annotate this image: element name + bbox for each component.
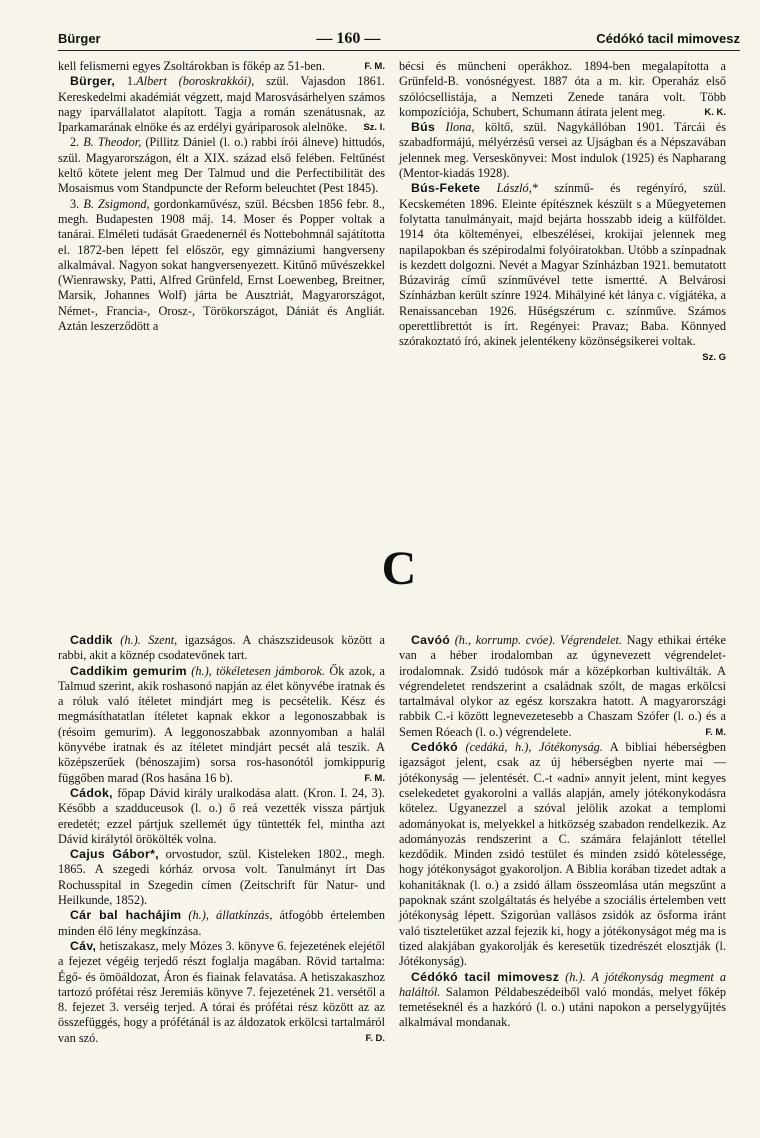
entry-body: gordonkaművész, szül. Bécsben 1856 febr. 8., megh. Budapesten 1908 máj. 14. Moser és Popper voltak a tanárai. Elméleti tudását Graedenernél és Nottebohmnál sajátította el. 1872-ben lépett fel először, egy gimnáziumi hangverseny alkalmával. Nagyon sokat hangversenyezett. Kitűnő művészekkel (Wienrawsky, Patti, Alfred Grünfeld, Ernst Loewenbeg, Breitner, Marsik, Johannes Wolf) járta be Ausztriát, Magyarországot, Német-, Francia-, Orosz-, Törökországot, Dániát és Angliát. Aztán leszerződött a [58, 196, 386, 334]
column-bottom-left [58, 633, 385, 1046]
lower-columns [58, 633, 740, 1046]
dictionary-entry [58, 786, 385, 847]
author-signature: K. K. [704, 106, 726, 118]
dictionary-entry [399, 970, 726, 1031]
entry-number: 1. [115, 74, 137, 89]
entry-body: bécsi és müncheni operákhoz. 1894-ben megalapította a Grünfeld-B. vonósnégyest. 1887 óta a m. kir. Operaház első szólócsellistája, a Nemzeti Zenede tanára volt. Több kompozíciója, Schubert, Schumann átirata jelent meg. [399, 59, 726, 119]
entry-body: színmű- és regényíró, szül. Kecskeméten 1896. Eleinte építésznek készült s a Műegyetemen folytatta tanulmányait, majd bejárta hosszabb ideig a külföldet. 1914 óta költeményei, elbeszélései, krokijai jelennek meg napilapokban és szépirodalmi folyóiratokban. Utóbb a színpadnak is kezdett dolgozni. Nevét a Magyar Színházban 1921. bemutatott Búzavirág című színművével tette ismertté. A Belvárosi Színházban került színre 1924. Mihályiné két lánya c. vígjátéka, a Renaissanceban 1926. Hűségszérum c. színműve. Számos operettlibrettót is írt. Regényei: Pravaz; Baba. Könnyed szórakoztató író, akinek jelentékeny közönségsikerei voltak. [399, 181, 727, 349]
entry-italic-name: László,* [480, 181, 538, 196]
entry-headword: Caddikim gemurim [70, 663, 187, 678]
header-left-word: Bürger [58, 31, 101, 46]
entry-body: átfogóbb értelemben minden élő lény megkínzása. [58, 908, 386, 938]
entry-headword: Bús [411, 120, 436, 135]
entry-headword: Caddik [70, 633, 113, 647]
entry-italic-name: (cedáká, h.), Jótékonyság. [457, 740, 603, 755]
entry-italic-name: (h.), tökéletesen jámborok. [186, 663, 325, 678]
dictionary-entry [58, 74, 385, 135]
entry-body: főpap Dávid király uralkodása alatt. (Kron. I. 24, 3). Később a szadduceusok (l. o.) ő reá vezették vissza pártjuk eredetét; ezzel pártjuk szellemét úgy tüntették fel, mintha azt Dávid királytól örökölték volna. [58, 785, 385, 846]
entry-body: hetiszakasz, mely Mózes 3. könyve 6. fejezetének elejétől a fejezet végéig terjedő részt foglalja magában. Rövid tartalma: Égő- és ömöáldozat, Áron és fiainak felavatása. A hetiszakaszhoz tartozó prófétai rész Jeremiás könyve 7. fejezetének 21. versétől a 8. fejezet 3. verséig terjed. A tórai és prófétai rész között az az összefüggés, hogy a prófétánál is az áldozatok erkölcsi tartalmáról van szó. [58, 938, 385, 1045]
entry-body: Salamon Példabeszédeiből való mondás, melyet főkép temetéseknél és a hazkóró (l. o.) utáni napokon a perselygyűjtés alkalmával mondanak. [399, 984, 726, 1030]
entry-body: költő, szül. Nagykállóban 1901. Tárcái és szabadformájú, mélyérzésű versei az Ujságban és a Népszavában jelennek meg. Verseskönyvei: Most indulok (1925) és Napharang (Mentor-kiadás 1928). [399, 120, 727, 181]
entry-italic-name: (h.), állatkínzás, [181, 908, 273, 923]
continued-text [399, 59, 726, 120]
entry-italic-name: B. Zsigmond, [79, 196, 150, 211]
entry-headword: Bús-Fekete [411, 181, 481, 196]
dictionary-entry [58, 633, 385, 664]
running-head [58, 30, 740, 50]
dictionary-entry [58, 135, 385, 196]
entry-italic-name: Albert (boroskrakkói), [136, 74, 255, 89]
entry-italic-name: (h.). A jótékonyság megment a haláltól. [399, 969, 726, 999]
entry-body: igazságos. A chászszideusok között a rabbi, akit a köznép csodatevőnek tart. [58, 633, 385, 663]
page-number: — 160 — [316, 30, 381, 47]
column-bottom-right [399, 633, 726, 1046]
author-signature: F. M. [364, 772, 385, 784]
entry-italic-name: (h.). Szent, [112, 633, 178, 647]
entry-body: kell felismerni egyes Zsoltárokban is főkép az 51-ben. [58, 59, 326, 73]
column-top-right [399, 59, 726, 499]
author-signature: Sz. G [702, 351, 726, 363]
section-letter: C [381, 542, 417, 595]
continued-text [58, 59, 385, 74]
dictionary-entry [399, 633, 726, 740]
entry-body: A bibliai héberségben igazságot jelent, csak az új héberségben nyerte mai — jótékonyság — jelentését. C.-t «adni» annyit jelent, mint kegyes cselekedetet gyakorolni a vallás alapján, amely jótékonykodásra kötelez. Ugyanezzel a szóval jelölik azokat a templomi adományokat is, melyekkel a hitközség szabadon rendelkezik. Az adományozás rendszerint a C. számára felajánlott tétellel kezdődik. Minden zsidó testület és minden zsidó kötelessége, hogy jótékonyságot gyakoroljon. A Biblia korában tizedet adtak a kohanitáknak (l. o.) a zsidó állam összeomlása után megszűnt a papoknak szánt szolgáltatás és helyébe a szociális értelemben vett jótékonyság lépett. Szigorúan vallásos zsidók az ősforma iránt való tiszteletüket azzal fejezik ki, hogy a jótékonyságot még ma is tized alakjában gyakorolják és keresetük tizedrészét elosztják (l. Jótékonyság). [399, 740, 727, 969]
entry-headword: Cedókó [411, 740, 458, 755]
dictionary-entry [58, 664, 385, 786]
entry-body: Ők azok, a Talmud szerint, akik roshasonó napján az élet könyvébe iratnak és a róluk való ítéletet mindjárt meg is pecsételik. Kész és megmásíthatatlan ítéletet kapnak ekkor a legonoszabbak is (résoim gemurim). A leggonoszabbak azonnyomban a halál könyvébe iratnak és az ítéletet mindjárt pecsét alá teszik. A középszerűek (bénoszajim) sorsa ros-hasonótól jomkippurig függőben marad (Ros hasána 16 b). [58, 663, 385, 785]
entry-number: 3. [70, 196, 80, 211]
entry-body: Nagy ethikai értéke van a héber irodalomban az úgynevezett végrendelet-irodalomnak. Zsidó tudósok már a középkorban kultiválták. A végrendeletet rendszerint a családnak szólt, de magas erkölcsi tartalmával olykor az egész korszakra hatott. A magyarországi rabbik C.-i között legnevezetesebb a Chaszam Szófer (l. o.) és a Semen Róeach (l. o.) végrendelete. [399, 633, 726, 739]
entry-number: 2. [70, 135, 80, 150]
dictionary-entry [58, 847, 385, 908]
dictionary-entry [399, 181, 727, 363]
author-signature: F. D. [365, 1032, 385, 1044]
entry-italic-name: (h., korrump. cvóe). Végrendelet. [450, 633, 623, 647]
author-signature: F. M. [705, 726, 726, 738]
entry-headword: Cavóó [411, 633, 451, 647]
entry-italic-name: Ilona, [435, 120, 475, 135]
entry-body: (Pillitz Dániel (l. o.) rabbi írói álneve) hittudós, szül. Magyarországon, élt a XIX. század első felében. Feltűnést keltő kötete jelent meg Der Talmud und die Perfectibilität des Mosaismus vom Standpuncte der Reform beleuchtet (Pest 1845). [58, 135, 385, 196]
upper-columns [58, 59, 740, 499]
dictionary-entry [58, 908, 385, 939]
header-rule [58, 50, 740, 51]
author-signature: Sz. I. [363, 122, 385, 134]
dictionary-entry [399, 120, 726, 181]
column-top-left [58, 59, 385, 499]
entry-headword: Bürger, [70, 74, 116, 89]
entry-body: szül. Vajasdon 1861. Kereskedelmi akadémiát végzett, majd Marosvásárhelyen számos nagy iparvállalatot alapított. Tagja a román szenátusnak, az Iparkamarának elnöke és az erdélyi gyáriparosok alelnöke. [58, 74, 385, 135]
entry-headword: Cédókó tacil mimovesz [411, 969, 560, 984]
dictionary-entry [58, 939, 385, 1046]
dictionary-entry [58, 197, 385, 335]
entry-italic-name: B. Theodor, [79, 135, 142, 150]
entry-body: orvostudor, szül. Kisteleken 1802., megh. 1865. A szegedi kórház orvosa volt. Tanulmányt írt Das Rochusspital in Szegedin címen (Zeitschrift für Natur- und Heilkunde, 1852). [58, 847, 385, 908]
entry-headword: Cádok, [70, 785, 113, 800]
author-signature: F. M. [364, 61, 385, 72]
entry-headword: Cáv, [70, 938, 97, 953]
dictionary-entry [399, 740, 726, 969]
entry-headword: Cajus Gábor*, [70, 847, 159, 862]
entry-headword: Cár bal hachájim [70, 908, 182, 923]
header-right-word: Cédókó tacil mimovesz [596, 31, 740, 46]
